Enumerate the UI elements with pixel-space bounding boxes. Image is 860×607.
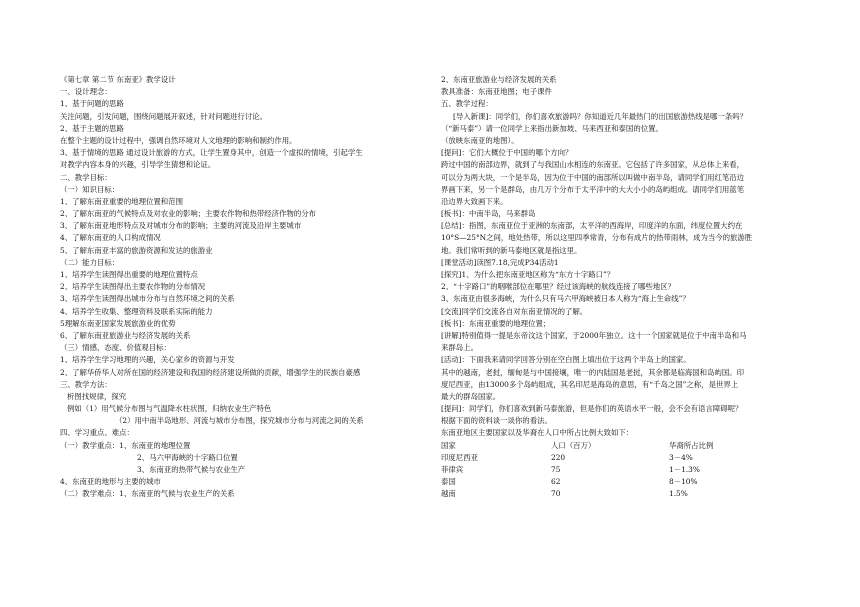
paragraph-line: 根据下面的资料谈一谈你的看法。 <box>441 416 552 426</box>
table-cell: 220 <box>551 452 566 462</box>
paragraph-line: 跨过中国的南部边界，就到了与我国山水相连的东南亚。它包括了许多国家，从总体上来看， <box>441 160 745 170</box>
table-cell: 62 <box>551 477 561 487</box>
subheading: 2、基于主题的思路 <box>60 123 124 133</box>
paragraph-line: 例如（1）用气候分布图与气温降水柱状图，归纳农业生产特色 <box>67 404 272 414</box>
paragraph-line: [探究]1、为什么把东南亚地区称为“东方十字路口”？ <box>441 270 615 279</box>
subheading: （一）知识目标： <box>60 184 120 194</box>
paragraph-line: 东南亚地区主要国家以及华裔在人口中所占比例大致如下： <box>441 428 634 438</box>
list-item: （二）教学难点：1、东南亚的气候与农业生产的关系 <box>60 489 235 499</box>
right-column <box>441 74 841 501</box>
table-cell: 8－10% <box>669 477 698 487</box>
list-item: 2、了解华侨华人对所在国的经济建设和我国的经济建设所做的贡献，增强学生的民族自豪感 <box>60 367 361 377</box>
paragraph-line: （2）用中南半岛地形、河流与城市分布图，探究城市分布与河流之间的关系 <box>115 416 364 426</box>
section-heading: 五、教学过程： <box>441 99 493 109</box>
paragraph-line: 2、“十字路口”的咽喉部位在哪里？经过该海峡的航线连接了哪些地区？ <box>441 282 675 292</box>
list-item: 3、了解东南亚地形特点及对城市分布的影响；主要的河流及沿岸主要城市 <box>60 221 302 231</box>
table-cell: 菲律宾 <box>441 465 464 475</box>
table-cell: 1.5% <box>669 489 688 499</box>
table-header: 国家 <box>441 440 456 450</box>
paragraph-line: [提问]：它们大概位于中国的哪个方向？ <box>441 148 573 158</box>
paragraph-line: [导入新课]：同学们，你们喜欢旅游吗？你知道近几年最热门的出国旅游热线是哪一条吗？ <box>453 111 748 121</box>
list-item: 1、培养学生学习地理的兴趣，关心家乡的资源与开发 <box>60 355 235 365</box>
subheading: 3、基于情境的思路 通过设计旅游的方式，让学生置身其中，创造一个虚拟的情境，引起学生 <box>60 148 363 158</box>
paragraph-line: 其中的越南，老挝，缅甸是与中国接壤，唯一的内陆国是老挝，其余都是临海国和岛屿国。印 <box>441 367 745 377</box>
paragraph-line: 地。我们常听到的新马泰地区就是指这里。 <box>441 245 582 255</box>
section-heading: 四、学习重点、难点： <box>60 428 134 438</box>
subheading: （三）情感、态度、价值观目标： <box>60 343 171 353</box>
paragraph-line: [板书]：东南亚重要的地理位置； <box>441 318 551 328</box>
subheading: （二）能力目标： <box>60 257 120 267</box>
list-item: 2、了解东南亚的气候特点及对农业的影响；主要农作物和热带经济作物的分布 <box>60 209 316 219</box>
paragraph-line: 界画下来，另一个是群岛，由几万个分布于太平洋中的大大小小的岛屿组成。请同学们用蓝笔 <box>441 184 745 194</box>
paragraph-line: 在整个主题的设计过程中，强调自然环境对人文地理的影响和制约作用。 <box>60 135 297 145</box>
paragraph-line: 来群岛上。 <box>441 343 478 353</box>
list-item: 4、培养学生收集、整理资料及联系实际的能力 <box>60 306 213 316</box>
paragraph-line: 度尼西亚，由13000多个岛屿组成，其名印尼是海岛的意思，有“千岛之国”之称，是世界上 <box>441 379 739 389</box>
paragraph-line: 沿边界大致画下来。 <box>441 196 508 206</box>
list-item: 2、培养学生读图得出主要农作物的分布情况 <box>60 282 206 292</box>
list-item: 3、东南亚的热带气候与农业生产 <box>137 465 246 474</box>
list-item: 4、了解东南亚的人口构成情况 <box>60 233 161 243</box>
left-column <box>60 74 445 501</box>
paragraph-line: 关注问题，引发问题，围绕问题展开叙述，针对问题进行讨论。 <box>60 111 267 121</box>
paragraph-line: 3、东南亚由很多海峡，为什么只有马六甲海峡被日本人称为“海上生命线”？ <box>441 294 690 304</box>
population-table <box>441 440 713 501</box>
table-cell: 75 <box>551 465 561 475</box>
paragraph-line: 析图找规律，探究 <box>67 391 127 401</box>
paragraph-line: 最大的群岛国家。 <box>441 391 501 401</box>
list-item: （一）教学重点：1、东南亚的地理位置 <box>60 440 191 450</box>
list-item: 2、东南亚旅游业与经济发展的关系 <box>441 75 557 84</box>
paragraph-line: [课堂活动]读图7.18,完成P34活动1 <box>441 257 559 267</box>
table-cell: 1－1.3% <box>669 465 700 475</box>
list-item: 4、东南亚的地形与主要的城市 <box>60 477 161 487</box>
list-item: 6、了解东南亚旅游业与经济发展的关系 <box>60 330 191 340</box>
paragraph-line: [提问]：同学们，你们喜欢到新马泰旅游，但是你们的英语水平一般，会不会有语言障碍呢？ <box>441 404 743 414</box>
paragraph-line: 10°S—25°N之间，地处热带，所以这里四季常青，分布有成片的热带雨林，成为当今的旅游胜 <box>441 233 753 243</box>
paragraph-line: 可以分为两大块，一个是半岛，因为位于中国的南部所以叫做中南半岛，请同学们用红笔沿边 <box>441 172 745 182</box>
paragraph-line: [交流]同学们交流各自对东南亚情况的了解。 <box>441 306 588 316</box>
list-item: 2、马六甲海峡的十字路口位置 <box>137 452 238 462</box>
list-item: 1、培养学生读图得出重要的地理位置特点 <box>60 270 198 279</box>
document-title: 《第七章 第二节 东南亚》教学设计 <box>60 75 176 84</box>
list-item: 3、培养学生读图得出城市分布与自然环境之间的关系 <box>60 294 235 304</box>
paragraph-line: [板书]：中南半岛，马来群岛 <box>441 209 536 219</box>
table-header: 人口（百万） <box>551 440 596 450</box>
paragraph-line: （“新马泰”）请一位同学上来指出新加坡、马来西亚和泰国的位置。 <box>441 123 663 133</box>
section-heading: 三、教学方法： <box>60 379 112 389</box>
list-item: 5理解东南亚国家发展旅游业的优势 <box>60 318 176 328</box>
paragraph-line: 教具准备：东南亚地图；电子课件 <box>441 87 552 97</box>
paragraph-line: 对教学内容本身的兴趣，引导学生猜想和论证。 <box>60 160 216 170</box>
table-row <box>441 464 713 476</box>
table-cell: 印度尼西亚 <box>441 452 478 462</box>
section-heading: 二、教学目标： <box>60 172 112 182</box>
subheading: 1、基于问题的思路 <box>60 99 124 109</box>
paragraph-line: [活动]：下面我来请同学回答分别在空白图上填出位于这两个半岛上的国家。 <box>441 355 691 365</box>
paragraph-line: [讲解]特别值得一提是东帝汶这个国家，于2000年独立。这十一个国家就是位于中南半岛和马 <box>441 330 747 340</box>
table-header-row <box>441 440 713 452</box>
table-cell: 70 <box>551 489 561 499</box>
table-cell: 越南 <box>441 489 456 499</box>
paragraph-line: （放映东南亚的地图）。 <box>441 135 519 145</box>
list-item: 1、了解东南亚重要的地理位置和范围 <box>60 196 183 206</box>
table-row <box>441 488 713 500</box>
section-heading: 一、设计理念： <box>60 87 112 97</box>
table-row <box>441 452 713 464</box>
paragraph-line: [总结]：指图，东南亚位于亚洲的东南部，太平洋的西海岸，印度洋的东面，纬度位置大约在 <box>441 221 743 231</box>
table-cell: 3－4% <box>669 452 693 462</box>
list-item: 5、了解东南亚丰富的旅游资源和发达的旅游业 <box>60 245 213 255</box>
table-header: 华裔所占比例 <box>669 440 714 450</box>
table-cell: 泰国 <box>441 477 456 487</box>
table-row <box>441 476 713 488</box>
